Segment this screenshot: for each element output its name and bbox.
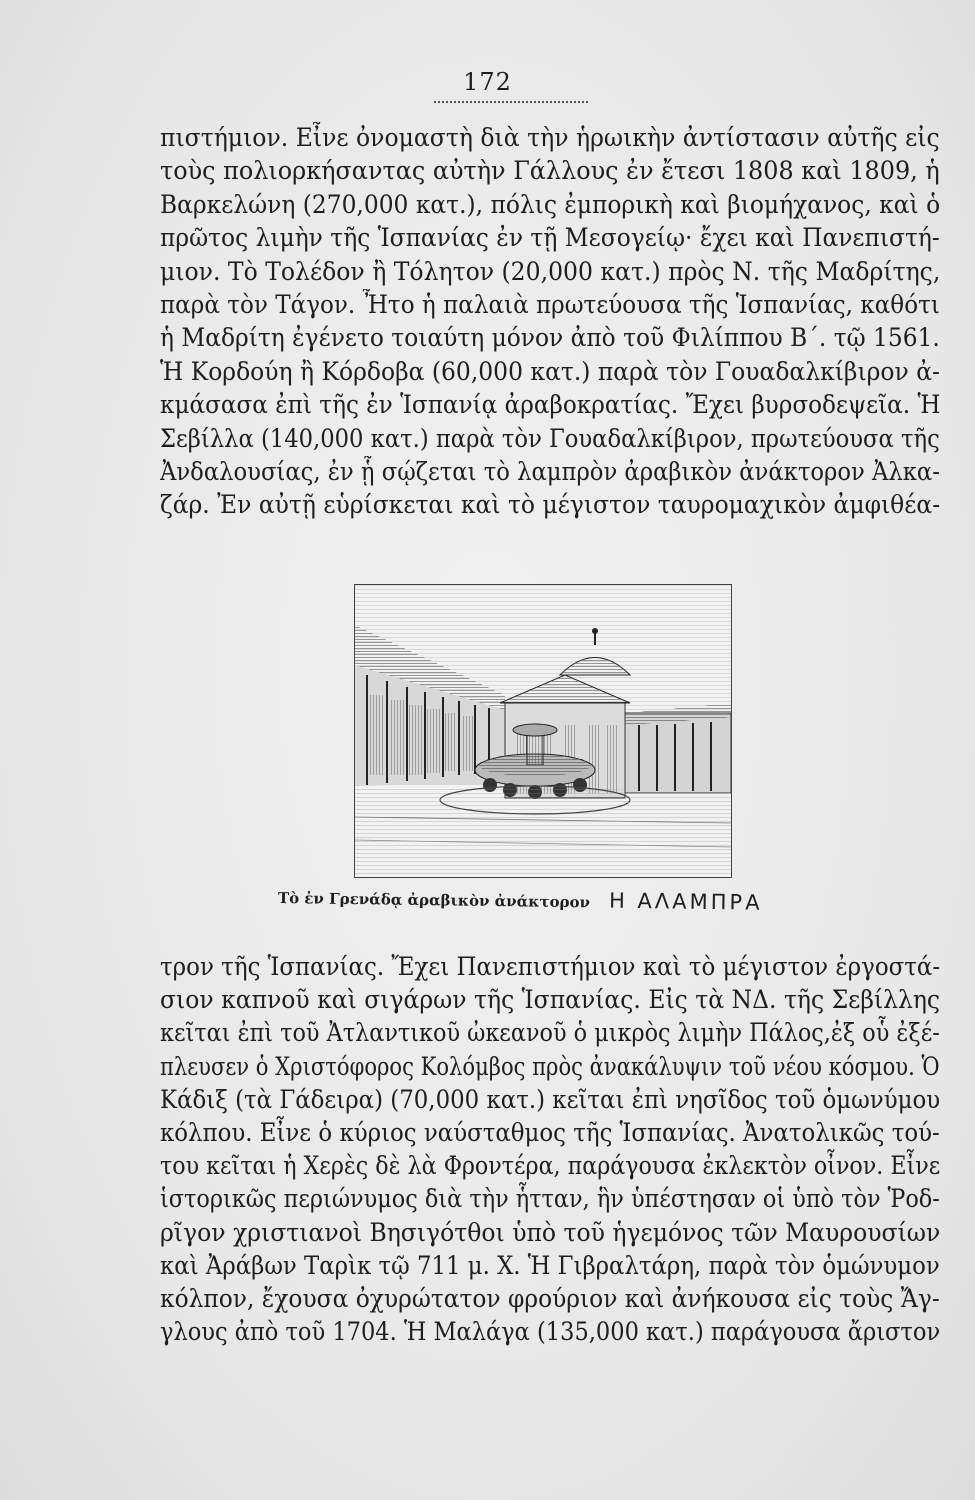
caption-description: Τὸ ἐν Γρενάδᾳ ἀραβικὸν ἀνάκτορον (277, 889, 591, 912)
page-number: 172 (463, 68, 512, 96)
figure-caption (278, 884, 858, 916)
upper-paragraph (160, 122, 940, 523)
text-line: καὶ Ἀράβων Ταρὶκ τῷ 711 μ. Χ. Ἡ Γιβραλτάρη, παρὰ τὸν ὁμώνυμον (160, 1250, 940, 1280)
alhambra-engraving (354, 584, 732, 878)
text-line: τρον τῆς Ἱσπανίας. Ἔχει Πανεπιστήμιον καὶ τὸ μέγιστον ἐργοστά- (160, 952, 941, 981)
text-line: ἡ Μαδρίτη ἐγένετο τοιαύτη μόνον ἀπὸ τοῦ Φιλίππου Β΄. τῷ 1561. (160, 323, 940, 354)
text-line: μιον. Τὸ Τολέδον ἢ Τόλητον (20,000 κατ.) πρὸς Ν. τῆς Μαδρίτης, (160, 256, 941, 287)
engraving-illustration (355, 585, 731, 877)
text-line: ζάρ. Ἐν αὐτῇ εὑρίσκεται καὶ τὸ μέγιστον ταυρομαχικὸν ἀμφιθέα- (160, 490, 940, 521)
caption-title: Η ΑΛΑΜΠΡΑ (608, 888, 763, 915)
text-line: Σεβίλλα (140,000 κατ.) παρὰ τὸν Γουαδαλκίβιρον, πρωτεύουσα τῆς (160, 423, 940, 454)
text-line: σιον καπνοῦ καὶ σιγάρων τῆς Ἱσπανίας. Εἰς τὰ ΝΔ. τῆς Σεβίλλης (160, 985, 940, 1015)
text-line: ἱστορικῶς περιώνυμος διὰ τὴν ἧτταν, ἣν ὑπέστησαν οἱ ὑπὸ τὸν Ῥοδ- (160, 1184, 940, 1214)
text-line: του κεῖται ἡ Χερὲς δὲ λὰ Φροντέρα, παράγουσα ἐκλεκτὸν οἶνον. Εἶνε (160, 1151, 941, 1181)
text-line: Βαρκελώνη (270,000 κατ.), πόλις ἐμπορικὴ καὶ βιομήχανος, καὶ ὁ (160, 189, 941, 220)
text-line: Ἡ Κορδούη ἢ Κόρδοβα (60,000 κατ.) παρὰ τὸν Γουαδαλκίβιρον ἀ- (160, 356, 940, 387)
text-line: πρῶτος λιμὴν τῆς Ἱσπανίας ἐν τῇ Μεσογείῳ· ἔχει καὶ Πανεπιστή- (160, 223, 940, 254)
text-line: κμάσασα ἐπὶ τῆς ἐν Ἱσπανίᾳ ἀραβοκρατίας. Ἔχει βυρσοδεψεῖα. Ἡ (160, 390, 941, 421)
text-line: παρὰ τὸν Τάγον. Ἦτο ἡ παλαιὰ πρωτεύουσα τῆς Ἱσπανίας, καθότι (160, 289, 940, 320)
text-line: κόλπον, ἔχουσα ὀχυρώτατον φρούριον καὶ ἀνήκουσα εἰς τοὺς Ἄγ- (160, 1283, 940, 1313)
text-line: γλους ἀπὸ τοῦ 1704. Ἡ Μαλάγα (135,000 κατ.) παράγουσα ἄριστον (160, 1317, 941, 1347)
text-line: κόλπου. Εἶνε ὁ κύριος ναύσταθμος τῆς Ἱσπανίας. Ἀνατολικῶς τού- (160, 1117, 940, 1147)
text-line: πλευσεν ὁ Χριστόφορος Κολόμβος πρὸς ἀνακάλυψιν τοῦ νέου κόσμου. Ὁ (160, 1051, 940, 1081)
text-line: Ἀνδαλουσίας, ἐν ᾗ σῴζεται τὸ λαμπρὸν ἀραβικὸν ἀνάκτορον Ἀλκα- (160, 456, 940, 487)
text-line: κεῖται ἐπὶ τοῦ Ἀτλαντικοῦ ὠκεανοῦ ὁ μικρὸς λιμὴν Πάλος,ἐξ οὗ ἐξέ- (160, 1018, 940, 1048)
lower-paragraph (160, 950, 940, 1348)
page-number-rule (434, 101, 588, 103)
text-line: ρῖγον χριστιανοὶ Βησιγότθοι ὑπὸ τοῦ ἡγεμόνος τῶν Μαυρουσίων (160, 1217, 941, 1247)
text-line: Κάδιξ (τὰ Γάδειρα) (70,000 κατ.) κεῖται ἐπὶ νησῖδος τοῦ ὁμωνύμου (160, 1084, 940, 1114)
text-line: πιστήμιον. Εἶνε ὀνομαστὴ διὰ τὴν ἡρωικὴν ἀντίστασιν αὐτῆς εἰς (160, 123, 940, 153)
text-line: τοὺς πολιορκήσαντας αὐτὴν Γάλλους ἐν ἔτεσι 1808 καὶ 1809, ἡ (160, 156, 940, 187)
